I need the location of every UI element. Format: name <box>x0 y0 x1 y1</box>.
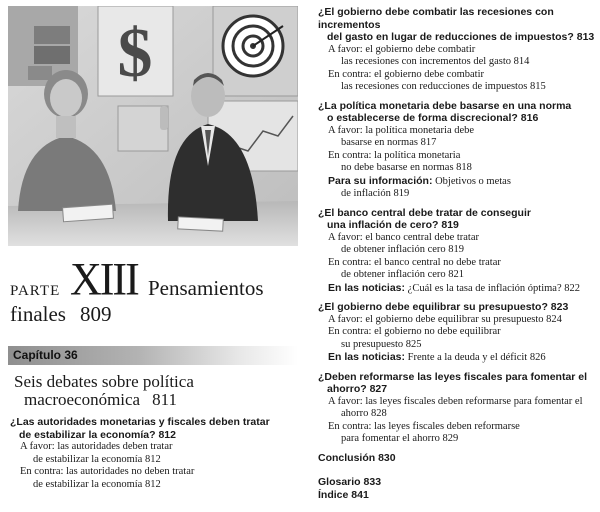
favor-text-cont: de obtener inflación cero <box>341 244 446 255</box>
note-label: Para su información: <box>328 174 433 187</box>
note-text: Frente a la deuda y el déficit <box>407 352 528 363</box>
question-text: ¿El banco central debe tratar de conseguir <box>318 206 531 219</box>
favor-page: 812 <box>144 453 161 465</box>
favor-text: A favor: las autoridades deben tratar <box>20 441 173 452</box>
favor-text: A favor: el gobierno debe combatir <box>328 43 476 55</box>
question-text: ¿Las autoridades monetarias y fiscales deben tratar <box>10 416 270 428</box>
note-page: 819 <box>393 188 410 199</box>
question-text-cont: o establecerse de forma discrecional? <box>327 112 518 124</box>
contra-page: 818 <box>456 162 472 173</box>
note-label: En las noticias: <box>328 351 406 363</box>
note-page: 822 <box>564 282 580 294</box>
note-page: 826 <box>529 352 546 363</box>
contra-text-cont: de obtener inflación cero <box>341 269 446 280</box>
contra-text: En contra: el banco central no debe tratar <box>328 256 501 268</box>
toc-left-list <box>10 416 300 491</box>
conclusion-label: Conclusión <box>318 451 376 464</box>
toc-question[interactable] <box>318 207 600 232</box>
toc-contra[interactable] <box>10 466 300 491</box>
toc-question[interactable] <box>318 371 600 396</box>
chapter-title-line2: macroeconómica <box>24 390 141 409</box>
toc-favor[interactable] <box>318 396 600 421</box>
question-page: 813 <box>576 31 595 43</box>
question-page: 816 <box>520 112 539 124</box>
contra-text: En contra: el gobierno no debe equilibrar <box>328 326 501 337</box>
contra-text: En contra: el gobierno debe combatir <box>328 68 484 80</box>
favor-text: A favor: las leyes fiscales deben reformarse para fomentar el <box>328 395 583 407</box>
favor-page: 817 <box>420 137 437 148</box>
question-text: ¿El gobierno debe equilibrar su presupuesto? <box>318 301 548 313</box>
question-text: ¿El gobierno debe combatir las recesiones con incrementos <box>318 6 554 31</box>
question-text-cont: del gasto en lugar de reducciones de impuestos? <box>327 31 574 43</box>
favor-text-cont: basarse en normas <box>341 137 418 148</box>
glosario-label: Glosario <box>318 476 361 488</box>
indice-label: Índice <box>318 488 349 501</box>
note-text: Objetivos o metas <box>435 175 511 187</box>
toc-glosario[interactable] <box>318 476 600 489</box>
toc-conclusion[interactable] <box>318 452 600 465</box>
toc-sidebar-note[interactable] <box>318 175 600 201</box>
toc-question[interactable] <box>318 6 600 44</box>
part-word: PARTE <box>10 283 61 299</box>
toc-contra[interactable] <box>318 326 600 351</box>
contra-text-cont: no debe basarse en normas <box>341 162 454 173</box>
cover-illustration <box>8 6 298 246</box>
toc-indice[interactable] <box>318 489 600 502</box>
toc-news-note[interactable] <box>318 282 600 296</box>
toc-favor[interactable] <box>318 44 600 69</box>
part-heading <box>8 253 300 338</box>
toc-question[interactable] <box>10 416 300 441</box>
contra-page: 829 <box>442 433 459 444</box>
contra-page: 825 <box>405 338 422 350</box>
favor-page: 814 <box>513 56 530 67</box>
contra-text-cont: de estabilizar la economía <box>33 478 143 490</box>
contra-text: En contra: las autoridades no deben tratar <box>20 466 195 477</box>
toc-news-note[interactable] <box>318 351 600 365</box>
question-text-cont: una inflación de cero? <box>327 219 439 231</box>
chapter-label: Capítulo 36 <box>13 348 78 362</box>
indice-page: 841 <box>351 488 369 501</box>
note-label: En las noticias: <box>328 281 406 294</box>
favor-page: 824 <box>546 313 562 325</box>
contra-page: 815 <box>529 81 546 92</box>
question-page: 812 <box>158 428 176 441</box>
contra-text-cont: las recesiones con reducciones de impuestos <box>341 81 528 92</box>
contra-text-cont: para fomentar el ahorro <box>341 433 440 444</box>
favor-text: A favor: el gobierno debe equilibrar su presupuesto <box>328 313 544 325</box>
toc-contra[interactable] <box>318 150 600 175</box>
note-text-cont: de inflación <box>341 188 391 199</box>
toc-favor[interactable] <box>318 232 600 257</box>
part-page: 809 <box>79 302 112 326</box>
question-page: 827 <box>369 383 388 395</box>
chapter-title-line1: Seis debates sobre política <box>14 372 194 391</box>
contra-page: 821 <box>448 269 465 280</box>
toc-contra[interactable] <box>318 421 600 446</box>
favor-text: A favor: el banco central debe tratar <box>328 231 480 243</box>
part-title-line2: finales <box>10 302 66 326</box>
favor-text-cont: ahorro <box>341 408 369 419</box>
toc-right-list <box>318 6 600 501</box>
glosario-page: 833 <box>363 476 382 488</box>
question-text: ¿La política monetaria debe basarse en una norma <box>318 99 572 112</box>
contra-text: En contra: la política monetaria <box>328 149 461 161</box>
toc-favor[interactable] <box>318 314 600 327</box>
question-page: 819 <box>441 219 459 231</box>
question-text-cont: ahorro? <box>327 383 367 395</box>
contra-page: 812 <box>144 478 161 490</box>
question-text: ¿Deben reformarse las leyes fiscales para fomentar el <box>318 370 588 383</box>
toc-contra[interactable] <box>318 257 600 282</box>
favor-text-cont: las recesiones con incrementos del gasto <box>341 56 511 67</box>
toc-contra[interactable] <box>318 69 600 94</box>
toc-favor[interactable] <box>10 441 300 466</box>
toc-question[interactable] <box>318 100 600 125</box>
toc-question[interactable] <box>318 301 600 314</box>
favor-text-cont: de estabilizar la economía <box>33 453 143 465</box>
note-text: ¿Cuál es la tasa de inflación óptima? <box>407 282 562 294</box>
contra-text-cont: su presupuesto <box>341 338 404 350</box>
contra-text: En contra: las leyes fiscales deben reformarse <box>328 420 520 432</box>
question-text-cont: de estabilizar la economía? <box>19 428 156 441</box>
chapter-title <box>14 373 194 409</box>
chapter-bar <box>8 346 298 365</box>
part-number: XIII <box>70 253 138 306</box>
favor-page: 819 <box>448 244 465 255</box>
chapter-title-page: 811 <box>152 390 177 409</box>
toc-favor[interactable] <box>318 125 600 150</box>
part-title: Pensamientos <box>148 276 264 300</box>
favor-page: 828 <box>371 408 387 419</box>
conclusion-page: 830 <box>378 451 396 464</box>
favor-text: A favor: la política monetaria debe <box>328 124 475 136</box>
question-page: 823 <box>550 301 569 313</box>
dollar-sign-icon: $ <box>117 15 153 92</box>
